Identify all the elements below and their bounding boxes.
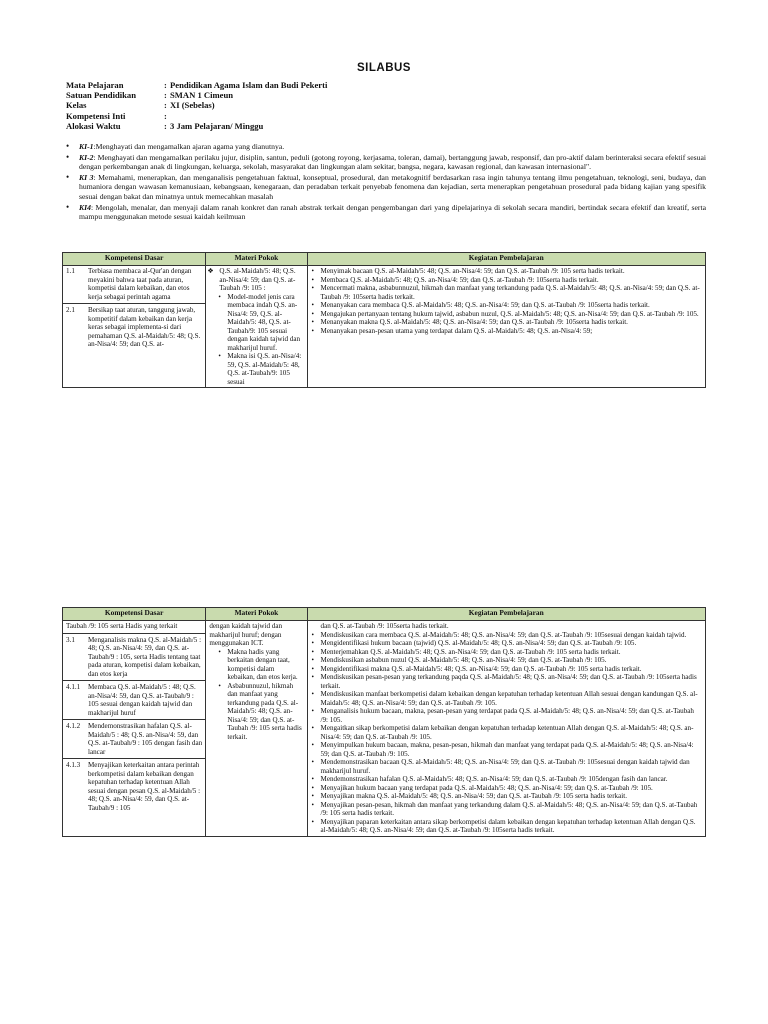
kd-item <box>66 761 202 812</box>
meta-key: Kompetensi Inti <box>66 110 126 121</box>
kd-item <box>66 683 202 717</box>
meta-key: Satuan Pendidikan <box>66 90 136 101</box>
meta-key: Mata Pelajaran <box>66 80 124 90</box>
mp-item: dengan kaidah tajwid dan makharijul huruf; dengan menggunakan ICT. <box>209 622 283 647</box>
meta-row-school <box>66 90 327 100</box>
ki-item <box>66 173 706 202</box>
mp-cell <box>206 621 307 837</box>
page-gap <box>0 430 768 604</box>
header-kd: Kompetensi Dasar <box>63 608 206 621</box>
mp-list <box>209 622 303 741</box>
kp-item: • Mendemonstrasikan hafalan Q.S. al-Maidah/5: 48; Q.S. an-Nisa/4: 59; dan Q.S. at-Taubah /9: 105dengan fasih dan lancar. <box>311 775 702 784</box>
header-kp: Kegiatan Pembelajaran <box>307 608 705 621</box>
meta-value: XI (Sebelas) <box>170 100 215 111</box>
kp-item: • Menanyakan makna Q.S. al-Maidah/5: 48; Q.S. an-Nisa/4: 59; dan Q.S. at-Taubah /9: 105serta hadis terkait. <box>311 318 702 327</box>
kp-item: • Mengidentifikasi hukum bacaan (tajwid) Q.S. al-Maidah/5: 48; Q.S. an-Nisa/4: 59; dan Q.S. at-Taubah /9: 105. <box>311 639 702 648</box>
page-1 <box>0 0 768 430</box>
kd-divider <box>63 303 205 304</box>
meta-row-subject <box>66 80 327 90</box>
mp-item: • Model-model jenis cara membaca indah Q.S. an-Nisa/4: 59, Q.S. al-Maidah/5: 48, Q.S. at-Taubah/9: 105 sesuai dengan kaidah tajwid dan makharijul huruf. <box>209 293 303 353</box>
kp-continuation: dan Q.S. at-Taubah /9: 105serta hadis terkait. <box>320 622 449 630</box>
ki-text: : Memahami, menerapkan, dan menganalisis pengetahuan faktual, konseptual, prosedural, dan metakognitif berdasarkan rasa ingin tahunya tentang ilmu pengetahuan, teknologi, seni, budaya, dan humaniora dengan wawasan kemanusiaan, kebangsaan, kenegaraan, dan peradaban terkait penyebab fenomena dan kejadian, serta menerapkan pengetahuan prosedural pada bidang kajian yang spesifik sesuai dengan bakat dan minatnya untuk memecahkan masalah <box>79 172 706 201</box>
kd-text: Menyajikan keterkaitan antara perintah berkompetisi dalam kebaikan dengan kepatuhan terhadap ketentuan Allah sesuai dengan pesan Q.S. al-Maidah/5 : 48; Q.S. an-Nisa/4: 59, dan Q.S. at-Taubah/9 : 105 <box>88 761 201 812</box>
kp-list <box>311 267 702 335</box>
header-mp: Materi Pokok <box>206 608 307 621</box>
meta-key: Alokasi Waktu <box>66 120 121 131</box>
kd-divider <box>63 758 205 759</box>
kp-item: • Menyajikan hukum bacaan yang terdapat pada Q.S. al-Maidah/5: 48; Q.S. an-Nisa/4: 59; dan Q.S. at-Taubah /9: 105. <box>311 784 702 793</box>
kp-item: • Menyajikan makna Q.S. al-Maidah/5: 48; Q.S. an-Nisa/4: 59; dan Q.S. at-Taubah /9: 105 serta hadis terkait. <box>311 792 702 801</box>
kd-cell <box>63 266 206 388</box>
ki-label: KI4 <box>79 202 91 212</box>
table-row <box>63 621 706 837</box>
mp-item: • Makna hadis yang berkaitan dengan taat, kompetisi dalam kebaikan, dan etos kerja. <box>209 648 303 682</box>
meta-row-class <box>66 100 327 110</box>
mp-item: • Asbabunnuzul, hikmah dan manfaat yang terkandung pada Q.S. al-Maidah/5: 48; Q.S. an-Nisa/4: 59; dan Q.S. at-Taubah /9: 105 serta hadis terkait. <box>209 682 303 742</box>
kd-item <box>66 622 202 631</box>
kp-item: • Menyajikan paparan keterkaitan antara sikap berkompetisi dalam kebaikan dengan kepatuhan terhadap ketentuan Allah dengan Q.S. al-Maidah/5: 48; Q.S. an-Nisa/4: 59; dan Q.S. at-Taubah /9: 105serta hadis terkait. <box>311 818 702 835</box>
meta-separator: : <box>164 120 167 131</box>
meta-value: SMAN 1 Cimeun <box>170 90 234 101</box>
table-row <box>63 266 706 388</box>
kp-item: • Mendiskusikan manfaat berkompetisi dalam kebaikan dengan kepatuhan terhadap ketentuan Allah sesuai dengan kandungan Q.S. al-Maidah/5: 48; Q.S. an-Nisa/4: 59; dan Q.S. at-Taubah /9: 105. <box>311 690 702 707</box>
ki-item <box>66 203 706 222</box>
kp-item: • Menanyakan pesan-pesan utama yang terdapat dalam Q.S. al-Maidah/5: 48; Q.S. an-Nisa/4: 59; <box>311 327 702 336</box>
meta-row-core-competence <box>66 111 327 121</box>
kp-item: • Mendiskusikan asbabun nuzul Q.S. al-Maidah/5: 48; Q.S. an-Nisa/4: 59; dan Q.S. at-Taubah /9: 105. <box>311 656 702 665</box>
kp-item: • Menyajikan pesan-pesan, hikmah dan manfaat yang terkandung dalam Q.S. al-Maidah/5: 48; Q.S. an-Nisa/4: 59; dan Q.S. at-Taubah /9: 105 serta hadis terkait. <box>311 801 702 818</box>
kd-number: 4.1.3 <box>66 761 81 769</box>
kp-item: • Menterjemahkan Q.S. al-Maidah/5: 48; Q.S. an-Nisa/4: 59; dan Q.S. at-Taubah /9: 105 serta hadis terkait. <box>311 648 702 657</box>
document-title: SILABUS <box>357 62 411 74</box>
kd-text: Bersikap taat aturan, tanggung jawab, kompetitif dalam kebaikan dan kerja keras sebagai implementa-si dari pemahaman Q.S. al-Maidah/5: 48; Q.S. an-Nisa/4: 59; dan Q.S. at- <box>88 306 201 348</box>
kp-item: • Mendiskusikan pesan-pesan yang terkandung paqda Q.S. al-Maidah/5: 48; Q.S. an-Nisa/4: 59; dan Q.S. at-Taubah /9: 105serta hadis terkait. <box>311 673 702 690</box>
mp-item: • Makna isi Q.S. an-Nisa/4: 59, Q.S. al-Maidah/5: 48, Q.S. at-Taubah/9: 105 sesuai <box>209 352 303 386</box>
kp-item: • Mencermati makna, asbabunnuzul, hikmah dan manfaat yang terkandung pada Q.S. al-Maidah/5: 48; Q.S. an-Nisa/4: 59; dan Q.S. at-Taubah /9: 105serta hadis terkait. <box>311 284 702 301</box>
kd-number: 4.1.1 <box>66 683 81 691</box>
kp-item: • Menyimpulkan hukum bacaan, makna, pesan-pesan, hikmah dan manfaat yang terdapat pada Q.S. al-Maidah/5: 48; Q.S. an-Nisa/4: 59; dan Q.S. at-Taubah /9: 105. <box>311 741 702 758</box>
kd-item <box>66 267 202 301</box>
meta-separator: : <box>164 100 167 111</box>
ki-item <box>66 142 706 152</box>
kd-number: 4.1.2 <box>66 722 81 730</box>
syllabus-table-2 <box>62 607 706 837</box>
ki-item <box>66 153 706 172</box>
kp-cell <box>307 266 705 388</box>
header-mp: Materi Pokok <box>206 253 307 266</box>
core-competence-list <box>66 142 706 223</box>
meta-separator: : <box>164 110 167 121</box>
kp-item: • Menganalisis hukum bacaan, makna, pesan-pesan yang terdapat pada Q.S. al-Maidah/5: 48; Q.S. an-Nisa/4: 59; dan Q.S. at-Taubah /9: 105. <box>311 707 702 724</box>
syllabus-table-1 <box>62 252 706 388</box>
kp-item: • Mendiskusikan cara membaca Q.S. al-Maidah/5: 48; Q.S. an-Nisa/4: 59; dan Q.S. at-Taubah /9: 105sesuai dengan kaidah tajwid. <box>311 631 702 640</box>
meta-separator: : <box>164 80 167 90</box>
kd-text: Membaca Q.S. al-Maidah/5 : 48; Q.S. an-Nisa/4: 59, dan Q.S. at-Taubah/9 : 105 sesuai dengan kaidah tajwid dan makharijul huruf <box>88 683 196 717</box>
kp-item: • Mengaitkan sikap berkompetisi dalam kebaikan dengan kepatuhan terhadap ketentuan Allah dengan Q.S. al-Maidah/5: 48; Q.S. an-Nisa/4: 59; dan Q.S. at-Taubah /9: 105. <box>311 724 702 741</box>
meta-value: 3 Jam Pelajaran/ Minggu <box>170 120 264 131</box>
kd-text: Terbiasa membaca al-Qur'an dengan meyakini bahwa taat pada aturan, kompetisi dalam kebaikan, dan etos kerja sebagai perintah agama <box>88 267 192 301</box>
kp-item: • Menanyakan cara membaca Q.S. al-Maidah/5: 48; Q.S. an-Nisa/4: 59; dan Q.S. at-Taubah /9: 105serta hadis terkait. <box>311 301 702 310</box>
ki-label: KI 3 <box>79 172 94 182</box>
kd-divider <box>63 680 205 681</box>
ki-label: KI-1 <box>79 142 94 151</box>
kd-number: 1.1 <box>66 267 75 275</box>
kd-text: Taubah /9: 105 serta Hadis yang terkait <box>66 622 178 630</box>
kd-item <box>66 722 202 756</box>
meta-row-time <box>66 121 327 131</box>
meta-value: Pendidikan Agama Islam dan Budi Pekerti <box>170 80 328 90</box>
kd-divider <box>63 633 205 634</box>
ki-text: : Menghayati dan mengamalkan perilaku jujur, disiplin, santun, peduli (gotong royong, kerjasama, toleran, damai), bertanggung jawab, responsif, dan pro-aktif dalam berinteraksi secara efektif sesuai dengan perkembangan anak di lingkungan, keluarga, sekolah, masyarakat dan lingkungan alam sekitar, bangsa, negara, kawasan regional, dan kawasan internasional". <box>79 152 706 172</box>
kp-item: • Mendemonstrasikan bacaan Q.S. al-Maidah/5: 48; Q.S. an-Nisa/4: 59; dan Q.S. at-Taubah /9: 105sesuai dengan kaidah tajwid dan makharijul huruf. <box>311 758 702 775</box>
kp-item: • Mengajukan pertanyaan tentang hukum tajwid, asbabun nuzul, Q.S. al-Maidah/5: 48; Q.S. an-Nisa/4: 59; dan Q.S. at-Taubah /9: 105. <box>311 310 702 319</box>
kd-item <box>66 306 202 349</box>
header-kp: Kegiatan Pembelajaran <box>307 253 705 266</box>
header-kd: Kompetensi Dasar <box>63 253 206 266</box>
kd-number: 2.1 <box>66 306 75 314</box>
ki-label: KI-2 <box>79 152 94 162</box>
mp-item: ❖ Q.S. al-Maidah/5: 48; Q.S. an-Nisa/4: 59; dan Q.S. at-Taubah /9: 105 : <box>209 267 303 293</box>
kp-item: • Mengidentifikasi makna Q.S. al-Maidah/5: 48; Q.S. an-Nisa/4: 59; dan Q.S. at-Taubah /9: 105 serta hadis terkait. <box>311 665 702 674</box>
kd-item <box>66 636 202 679</box>
kp-item: • Menyimak bacaan Q.S. al-Maidah/5: 48; Q.S. an-Nisa/4: 59; dan Q.S. at-Taubah /9: 105 serta hadis terkait. <box>311 267 702 276</box>
meta-key: Kelas <box>66 100 87 111</box>
mp-cell <box>206 266 307 388</box>
table-header-row <box>63 608 706 621</box>
mp-list <box>209 267 303 386</box>
kd-text: Menganalisis makna Q.S. al-Maidah/5 : 48; Q.S. an-Nisa/4: 59, dan Q.S. at-Taubah/9 : 105, serta Hadis tentang taat pada aturan, kompetisi dalam kebaikan, dan etos kerja <box>88 635 202 678</box>
kd-number: 3.1 <box>66 635 75 644</box>
kp-cell <box>307 621 705 837</box>
table-header-row <box>63 253 706 266</box>
page-2 <box>0 604 768 1024</box>
kp-item: • Membaca Q.S. al-Maidah/5: 48; Q.S. an-Nisa/4: 59; dan Q.S. at-Taubah /9: 105serta hadis terkait. <box>311 276 702 285</box>
meta-separator: : <box>164 90 167 101</box>
ki-text: : Mengolah, menalar, dan menyaji dalam ranah konkret dan ranah abstrak terkait dengan pengembangan dari yang dipelajarinya di sekolah secara mandiri, bertindak secara efektif dan kreatif, serta mampu menggunakan metode sesuai kaidah keilmuan <box>79 202 706 222</box>
ki-text: :Menghayati dan mengamalkan ajaran agama yang dianutnya. <box>93 142 285 151</box>
kd-divider <box>63 719 205 720</box>
kp-list <box>311 631 702 835</box>
kd-text: Mendemonstrasikan hafalan Q.S. al-Maidah/5 : 48; Q.S. an-Nisa/4: 59, dan Q.S. at-Taubah/9 : 105 dengan fasih dan lancar <box>88 722 203 756</box>
kd-cell <box>63 621 206 837</box>
document-meta <box>66 80 327 131</box>
